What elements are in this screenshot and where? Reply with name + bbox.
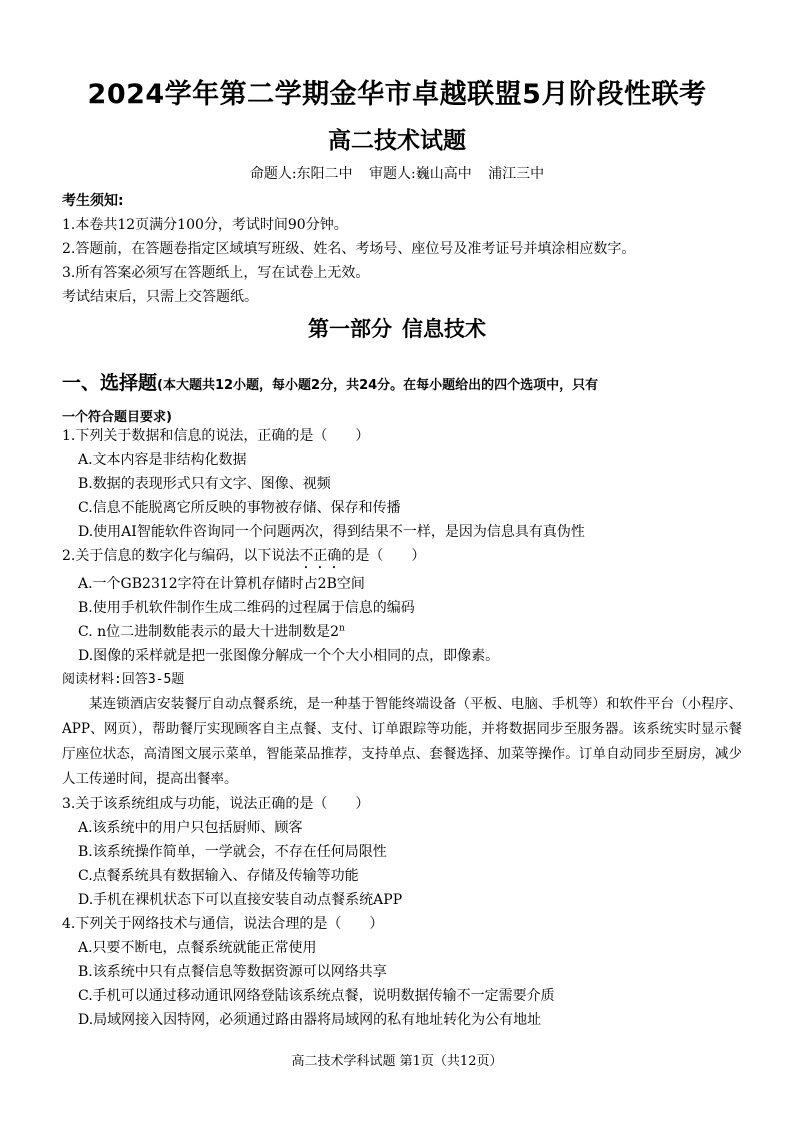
section-label: 一、选择题 (62, 372, 158, 394)
section-desc-cont: 一个符合题目要求) (62, 410, 172, 425)
question-2-stem-after: 的是（ ） (341, 548, 426, 564)
question-4-option-a: A.只要不断电，点餐系统就能正常使用 (78, 940, 317, 956)
question-2-stem-before: 2.关于信息的数字化与编码，以下说法 (62, 548, 300, 564)
reviewer-2: 浦江三中 (488, 166, 545, 182)
author-line (0, 163, 794, 183)
reviewer-1: 审题人:巍山高中 (369, 166, 472, 182)
emphasis-not-correct: 不正确 (299, 548, 342, 564)
questions (62, 424, 742, 1032)
reading-heading: 阅读材料:回答3-5题 (62, 672, 185, 687)
question-2-stem (62, 544, 742, 572)
page-footer: 高二技术学科试题 第1页（共12页） (291, 1054, 503, 1069)
part-name: 第一部分 (308, 317, 392, 341)
question-4-option-c: C.手机可以通过移动通讯网络登陆该系统点餐，说明数据传输不一定需要介质 (78, 988, 555, 1004)
question-4-option-b: B.该系统中只有点餐信息等数据资源可以网络共享 (78, 964, 387, 980)
exponent-n: n (339, 623, 345, 634)
notice-line: 2.答题前，在答题卷指定区域填写班级、姓名、考场号、座位号及准考证号并填涂相应数字。 (62, 241, 636, 257)
reading-passage: 某连锁酒店安装餐厅自动点餐系统，是一种基于智能终端设备（平板、电脑、手机等）和软件平台（小程序、APP、网页），帮助餐厅实现顾客自主点餐、支付、订单跟踪等功能，并将数据同步至服务器。该系统实时显示餐厅座位状态，高清图文展示菜单，智能菜品推荐，支持单点、套餐选择、加菜等操作。订单自动同步至厨房，减少人工传递时间，提高出餐率。 (62, 696, 742, 787)
question-1-option-c: C.信息不能脱离它所反映的事物被存储、保存和传播 (78, 500, 401, 516)
question-1-stem: 1.下列关于数据和信息的说法，正确的是（ ） (62, 428, 370, 444)
question-2-option-d: D.图像的采样就是把一张图像分解成一个个大小相同的点，即像素。 (78, 648, 500, 664)
exam-notice (62, 189, 742, 309)
question-2-option-c (62, 620, 742, 644)
question-1-option-b: B.数据的表现形式只有文字、图像、视频 (78, 476, 331, 492)
question-4-stem: 4.下列关于网络技术与通信，说法合理的是（ ） (62, 916, 384, 932)
question-4-option-d: D.局域网接入因特网，必须通过路由器将局域网的私有地址转化为公有地址 (78, 1012, 542, 1028)
notice-line: 3.所有答案必须写在答题纸上，写在试卷上无效。 (62, 265, 370, 281)
question-3-option-a: A.该系统中的用户只包括厨师、顾客 (78, 820, 303, 836)
question-3-stem: 3.关于该系统组成与功能，说法正确的是（ ） (62, 796, 370, 812)
part-heading (0, 313, 794, 343)
exam-subtitle: 高二技术试题 (328, 128, 466, 154)
question-3-option-c: C.点餐系统具有数据输入、存储及传输等功能 (78, 868, 359, 884)
question-3-option-d: D.手机在裸机状态下可以直接安装自动点餐系统APP (78, 892, 403, 908)
section-desc: (本大题共12小题，每小题2分，共24分。在每小题给出的四个选项中，只有 (157, 378, 599, 393)
question-2-option-b: B.使用手机软件制作生成二维码的过程属于信息的编码 (78, 600, 415, 616)
part-subject: 信息技术 (402, 317, 486, 341)
notice-line: 考试结束后，只需上交答题纸。 (62, 289, 258, 305)
question-3-option-b: B.该系统操作简单，一学就会，不存在任何局限性 (78, 844, 387, 860)
exam-title: 2024学年第二学期金华市卓越联盟5月阶段性联考 (87, 79, 707, 110)
notice-heading: 考生须知: (62, 193, 124, 209)
question-2-option-a: A.一个GB2312字符在计算机存储时占2B空间 (78, 576, 365, 592)
setter: 命题人:东阳二中 (249, 166, 353, 182)
question-2-option-c-text: C. n位二进制数能表示的最大十进制数是2 (78, 624, 340, 640)
question-1-option-d: D.使用AI智能软件咨询同一个问题两次，得到结果不一样，是因为信息具有真伪性 (78, 524, 585, 540)
question-1-option-a: A.文本内容是非结构化数据 (78, 452, 247, 468)
notice-line: 1.本卷共12页满分100分，考试时间90分钟。 (62, 217, 348, 233)
